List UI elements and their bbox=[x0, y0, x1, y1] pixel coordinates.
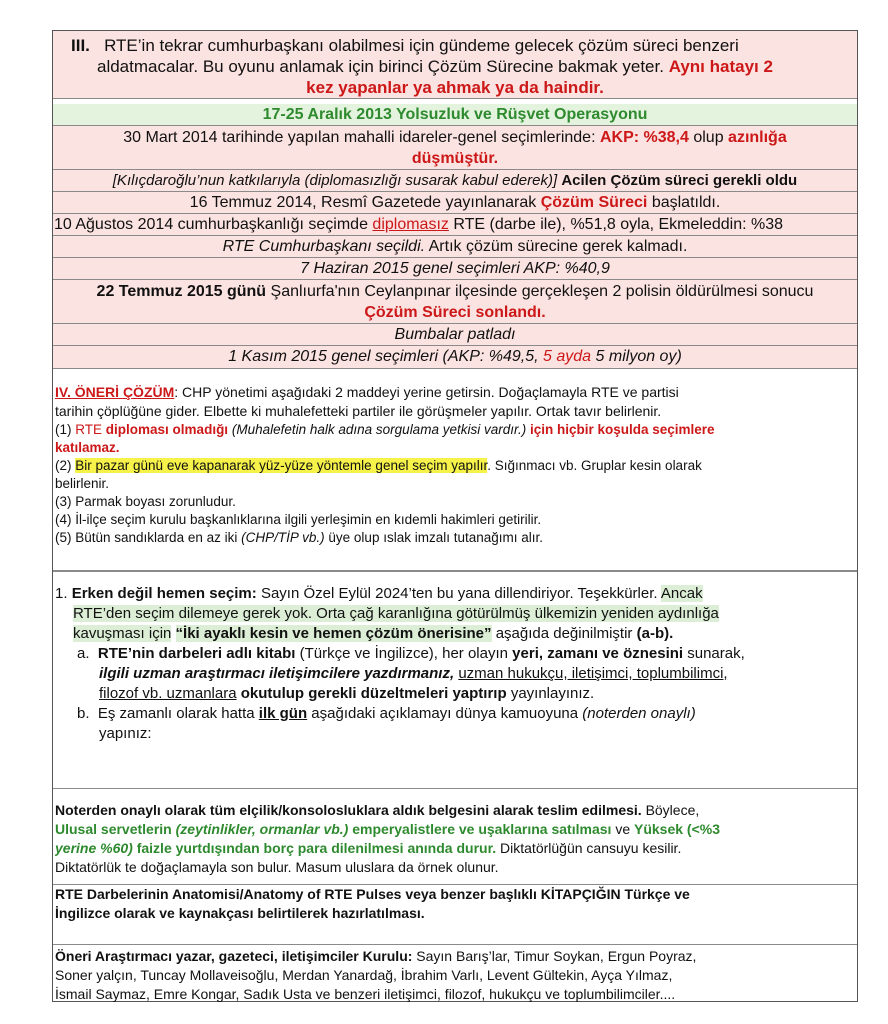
item-a-text2: sunarak, bbox=[687, 645, 745, 662]
july-2015-row bbox=[53, 280, 857, 324]
notary-green1-italic: (zeytinlikler, ormanlar vb.) bbox=[175, 821, 349, 837]
bombs-row: Bumbalar patladı bbox=[53, 324, 857, 346]
document-page bbox=[52, 30, 858, 1002]
nov-text: 1 Kasım 2015 genel seçimleri (AKP: %49,5, bbox=[228, 348, 539, 365]
july-text: 16 Temmuz 2014, Resmî Gazetede yayınlanarak bbox=[189, 194, 537, 211]
item2-rest2: belirlenir. bbox=[55, 476, 110, 491]
kilicdaroglu-row bbox=[53, 170, 857, 192]
item2-num: (2) bbox=[55, 458, 72, 473]
section4-intro-a: : CHP yönetimi aşağıdaki 2 maddeyi yerine getirsin. Doğaçlamayla RTE ve partisi bbox=[174, 384, 679, 400]
notary-green1b: emperyalistlere ve uşaklarına satılması bbox=[352, 821, 612, 837]
early-line3-a: kavuşması için bbox=[73, 625, 172, 642]
section4-intro-b: tarihin çöplüğüne gider. Elbette ki muhalefetteki partiler ile görüşmeler yapılır. Ortak tavır belirlenir. bbox=[55, 403, 662, 419]
november-2015-row bbox=[53, 346, 857, 369]
early-text-a: Sayın Özel Eylül 2024’ten bu yana dillendiriyor. Teşekkürler. bbox=[260, 585, 658, 602]
notary-ve: ve bbox=[615, 821, 631, 837]
notary-green3: faizle yurtdışından borç para dilenilmesi anında durur. bbox=[136, 840, 497, 856]
item-b-a: Eş zamanlı olarak hatta bbox=[97, 705, 255, 722]
item-b-notary: (noterden onaylı) bbox=[582, 705, 696, 722]
item-a-line2-bi: ilgili uzman araştırmacı iletişimcilere yazdırmanız, bbox=[99, 665, 455, 682]
item-a-text: (Türkçe ve İngilizce), her olayın bbox=[299, 645, 508, 662]
notary-end: Diktatörlüğün cansuyu kesilir. bbox=[500, 840, 682, 856]
aug-text: 10 Ağustos 2014 cumhurbaşkanlığı seçimde bbox=[54, 216, 368, 233]
nov-5-months: 5 ayda bbox=[543, 348, 592, 365]
board-title: Öneri Araştırmacı yazar, gazeteci, iletişimciler Kurulu: bbox=[55, 948, 413, 964]
early-ancak: Ancak bbox=[660, 585, 703, 602]
operation-dates-row: 17-25 Aralık 2013 Yolsuzluk ve Rüşvet Operasyonu bbox=[53, 104, 857, 126]
board-names-a: Sayın Barış’lar, Timur Soykan, Ergun Poyraz, bbox=[416, 948, 697, 964]
kk-bold-text: Acilen Çözüm süreci gerekli oldu bbox=[561, 172, 798, 189]
item-a-line3-b: okutulup gerekli düzeltmeleri yaptırıp bbox=[240, 685, 507, 702]
early-line3-bold: “İki ayaklı kesin ve hemen çözüm önerisine” bbox=[175, 625, 492, 642]
president-elected: RTE Cumhurbaşkanı seçildi. bbox=[222, 238, 426, 255]
item5-b: üye olup ıslak imzalı tutanağımı alır. bbox=[328, 530, 544, 545]
early-num: 1. bbox=[55, 585, 68, 602]
item-b-b: aşağıdaki açıklamayı dünya kamuoyuna bbox=[311, 705, 579, 722]
nov-votes: 5 milyon oy) bbox=[595, 348, 682, 365]
notary-green3-italic: yerine %60) bbox=[55, 840, 133, 856]
section4-block bbox=[53, 383, 857, 571]
booklet-block bbox=[53, 885, 857, 945]
kk-italic-text: [Kılıçdaroğlu’nun katkılarıyla (diplomasızlığı susarak kabul ederek)] bbox=[112, 172, 558, 189]
board-block bbox=[53, 945, 857, 1001]
july-2014-row bbox=[53, 192, 857, 214]
early-line3-b: aşağıda değinilmiştir bbox=[495, 625, 633, 642]
item1-no-diploma: diploması olmadığı bbox=[105, 422, 229, 437]
notary-block bbox=[53, 789, 857, 885]
item3: (3) Parmak boyası zorunludur. bbox=[55, 494, 236, 509]
section3-line2: aldatmacalar. Bu oyunu anlamak için birinci Çözüm Sürecine bakmak yeter. bbox=[97, 57, 664, 76]
notary-bold: Noterden onaylı olarak tüm elçilik/konsolosluklara aldık belgesini alarak teslim edilmesi. bbox=[55, 802, 642, 818]
section3-warning-a: Aynı hatayı 2 bbox=[668, 57, 773, 76]
march-2014-row bbox=[53, 126, 857, 170]
aug-result: RTE (darbe ile), %51,8 oyla, Ekmeleddin: %38 bbox=[453, 216, 784, 233]
section3-title: RTE’in tekrar cumhurbaşkanı olabilmesi için gündeme gelecek çözüm süreci benzeri bbox=[104, 36, 739, 55]
notary-green1: Ulusal servetlerin bbox=[55, 821, 172, 837]
item2-highlight: Bir pazar günü eve kapanarak yüz-yüze yöntemle genel seçim yapılır bbox=[75, 458, 488, 473]
item5-italic: (CHP/TİP vb.) bbox=[241, 530, 325, 545]
item5-a: (5) Bütün sandıklarda en az iki bbox=[55, 530, 238, 545]
booklet-line1: RTE Darbelerinin Anatomisi/Anatomy of RTE Pulses veya benzer başlıklı KİTAPÇIĞIN Türkçe ve bbox=[55, 886, 690, 902]
board-names-b: Soner yalçın, Tuncay Mollaveisoğlu, Merdan Yanardağ, İbrahim Varlı, Levent Gültekin, Ayça Yılmaz, bbox=[55, 967, 673, 983]
july-started: başlatıldı. bbox=[651, 194, 721, 211]
item-a-line2-u: uzman hukukçu, iletişimci, toplumbilimci, bbox=[458, 665, 728, 682]
item1-num: (1) bbox=[55, 422, 72, 437]
early-line3-c: (a-b). bbox=[636, 625, 674, 642]
item-a-bold2: yeri, zamanı ve öznesini bbox=[512, 645, 684, 662]
march-olup: olup bbox=[693, 129, 724, 146]
item1-italic: (Muhalefetin halk adına sorgulama yetkisi vardır.) bbox=[231, 422, 527, 437]
early-title: Erken değil hemen seçim: bbox=[71, 585, 257, 602]
gap bbox=[53, 369, 857, 383]
item4: (4) İl-ilçe seçim kurulu başkanlıklarına ilgili yerleşimin en kıdemli hakimleri getirilir. bbox=[55, 512, 542, 527]
march-text: 30 Mart 2014 tarihinde yapılan mahalli idareler-genel seçimlerinde: bbox=[123, 129, 596, 146]
march-akp-result: AKP: %38,4 bbox=[599, 129, 689, 146]
august-2014-row bbox=[53, 214, 857, 236]
item-a-line3-c: yayınlayınız. bbox=[510, 685, 595, 702]
july15-date: 22 Temmuz 2015 günü bbox=[96, 283, 267, 300]
item-b-label: b. bbox=[77, 705, 90, 722]
no-need-text: Artık çözüm sürecine gerek kalmadı. bbox=[428, 238, 688, 255]
march-azinliga: azınlığa bbox=[728, 129, 787, 146]
notary-line4: Diktatörlük te doğaçlamayla son bulur. Masum uluslara da örnek olunur. bbox=[55, 859, 499, 875]
booklet-line2: İngilizce olarak ve kaynakçası belirtilerek hazırlatılması. bbox=[55, 905, 425, 921]
item-b-first-day: ilk gün bbox=[258, 705, 308, 722]
early-election-block bbox=[53, 571, 857, 789]
early-line2: RTE’den seçim dilemeye gerek yok. Orta çağ karanlığına götürülmüş ülkemizin yeniden aydınlığa bbox=[73, 605, 719, 622]
item-a-line3-u: filozof vb. uzmanlara bbox=[99, 685, 237, 702]
july-cozum-sureci: Çözüm Süreci bbox=[540, 194, 648, 211]
item2-rest: . Sığınmacı vb. Gruplar kesin olarak bbox=[487, 458, 702, 473]
june-2015-row: 7 Haziran 2015 genel seçimleri AKP: %40,9 bbox=[53, 258, 857, 280]
section4-title: IV. ÖNERİ ÇÖZÜM bbox=[55, 384, 175, 400]
notary-boylece: Böylece, bbox=[645, 802, 700, 818]
item1-rte: RTE bbox=[75, 422, 103, 437]
president-row bbox=[53, 236, 857, 258]
section3-number: III. bbox=[71, 36, 90, 55]
item1-end: için hiçbir koşulda seçimlere bbox=[529, 422, 715, 437]
item-a-title: RTE’nin darbeleri adlı kitabı bbox=[97, 645, 296, 662]
aug-diplomasiz: diplomasız bbox=[372, 216, 449, 233]
section3-warning-b: kez yapanlar ya ahmak ya da haindir. bbox=[306, 78, 604, 97]
notary-green2: Yüksek (<%3 bbox=[634, 821, 720, 837]
july15-text: Şanlıurfa'nın Ceylanpınar ilçesinde gerçekleşen 2 polisin öldürülmesi sonucu bbox=[270, 283, 814, 300]
item-b-line2: yapınız: bbox=[99, 725, 152, 742]
process-ended: Çözüm Süreci sonlandı. bbox=[364, 304, 546, 321]
section3-heading bbox=[53, 31, 857, 99]
board-names-c: İsmail Saymaz, Emre Kongar, Sadık Usta ve benzeri iletişimci, filozof, hukukçu ve toplumbilimciler.... bbox=[55, 986, 676, 1002]
item-a-label: a. bbox=[77, 645, 90, 662]
march-dusmustur: düşmüştür. bbox=[411, 150, 499, 167]
item1-end2: katılamaz. bbox=[55, 440, 120, 455]
